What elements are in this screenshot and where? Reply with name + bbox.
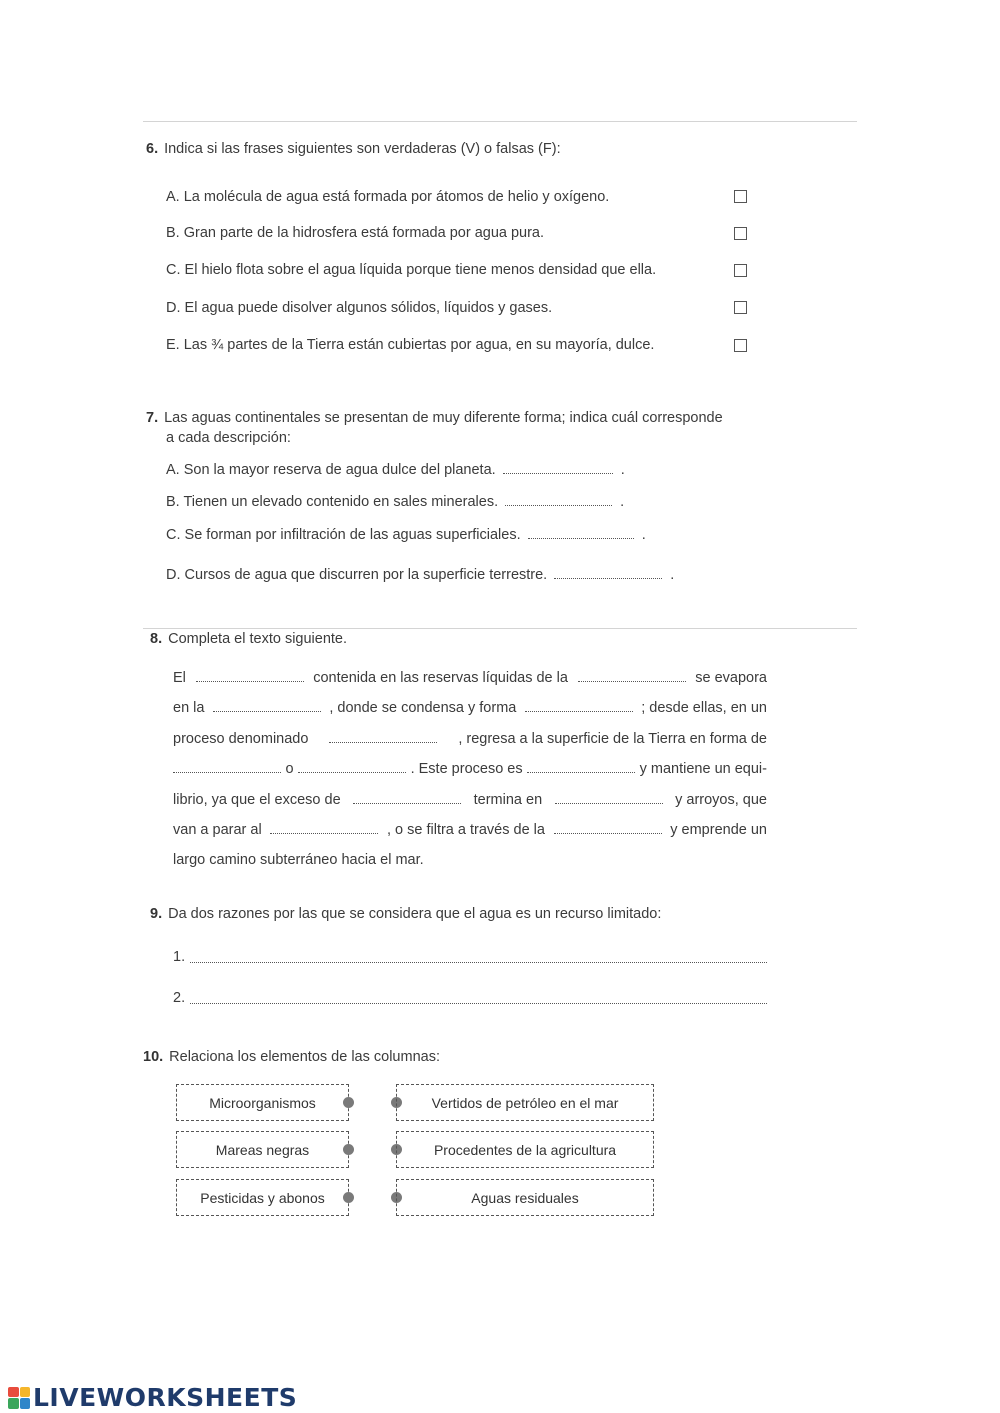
q7-item-c-text: C. Se forman por infiltración de las aguas superficiales.: [166, 527, 521, 543]
q7-prompt: [146, 410, 723, 426]
q6-checkbox-b[interactable]: [734, 227, 747, 240]
q6-checkbox-a[interactable]: [734, 190, 747, 203]
q8-l2-text-3: ; desde ellas, en un: [641, 700, 767, 716]
q6-prompt: [146, 141, 561, 157]
q10-left-item-1[interactable]: Microorganismos: [176, 1084, 349, 1121]
q8-l3-text-1: proceso denominado: [173, 731, 309, 747]
q10-left-item-2[interactable]: Mareas negras: [176, 1131, 349, 1168]
q6-item-b: B. Gran parte de la hidrosfera está formada por agua pura.: [166, 225, 545, 241]
q9-number: 9.: [150, 906, 163, 922]
q7-answer-b[interactable]: [505, 493, 612, 506]
q8-l5-text-1: librio, ya que el exceso de: [173, 792, 341, 808]
q8-l2-text-2: , donde se condensa y forma: [329, 700, 517, 716]
q10-left-connector-3[interactable]: [343, 1192, 354, 1203]
q7-item-c-end: .: [641, 527, 646, 543]
q8-blank-5[interactable]: [329, 731, 437, 743]
q8-l4-text-3: y mantiene un equi-: [639, 761, 767, 777]
q8-blank-2[interactable]: [578, 670, 686, 682]
q10-right-item-2[interactable]: Procedentes de la agricultura: [396, 1131, 654, 1168]
q8-number: 8.: [150, 631, 163, 647]
q7-item-d-text: D. Cursos de agua que discurren por la superficie terrestre.: [166, 567, 548, 583]
q8-l6-text-1: van a parar al: [173, 822, 262, 838]
q6-item-e: E. Las ¾ partes de la Tierra están cubiertas por agua, en su mayoría, dulce.: [166, 337, 655, 353]
q9-label-2: 2.: [173, 990, 186, 1006]
q8-blank-8[interactable]: [527, 761, 635, 773]
q8-l3-text-2: , regresa a la superficie de la Tierra en forma de: [458, 731, 767, 747]
q8-l4-text-2: . Este proceso es: [410, 761, 523, 777]
q6-item-a: A. La molécula de agua está formada por átomos de helio y oxígeno.: [166, 189, 610, 205]
q7-item-d: [166, 566, 674, 583]
q6-item-c: C. El hielo flota sobre el agua líquida porque tiene menos densidad que ella.: [166, 262, 657, 278]
q7-answer-c[interactable]: [528, 526, 634, 539]
q6-checkbox-d[interactable]: [734, 301, 747, 314]
logo-text: LIVEWORKSHEETS: [33, 1383, 298, 1412]
q7-item-b-text: B. Tienen un elevado contenido en sales minerales.: [166, 494, 499, 510]
q10-left-connector-2[interactable]: [343, 1144, 354, 1155]
q9-prompt-text: Da dos razones por las que se considera que el agua es un recurso limitado:: [168, 906, 662, 922]
q10-number: 10.: [143, 1049, 164, 1065]
q9-answer-2[interactable]: [190, 993, 767, 1004]
q8-prompt: [150, 631, 347, 647]
q7-prompt-line1: Las aguas continentales se presentan de muy diferente forma; indica cuál corresponde: [164, 410, 723, 426]
q10-left-connector-1[interactable]: [343, 1097, 354, 1108]
q8-divider: [143, 628, 857, 629]
q8-blank-1[interactable]: [196, 670, 304, 682]
q8-l1-text-1: El: [173, 670, 186, 686]
q8-line-2: [173, 700, 767, 716]
q6-prompt-text: Indica si las frases siguientes son verdaderas (V) o falsas (F):: [164, 141, 561, 157]
q8-line-7: largo camino subterráneo hacia el mar.: [173, 852, 424, 868]
q8-line-5: [173, 792, 767, 808]
q8-blank-11[interactable]: [270, 822, 378, 834]
q9-answer-1[interactable]: [190, 952, 767, 963]
q8-blank-6[interactable]: [173, 761, 281, 773]
q10-prompt: [143, 1049, 440, 1065]
liveworksheets-logo: [8, 1383, 297, 1412]
q7-item-b: [166, 493, 624, 510]
logo-grid-icon: [8, 1387, 30, 1409]
q8-blank-3[interactable]: [213, 700, 321, 712]
q7-answer-a[interactable]: [503, 461, 613, 474]
q10-prompt-text: Relaciona los elementos de las columnas:: [169, 1049, 440, 1065]
q8-l4-text-1: o: [285, 761, 294, 777]
q10-right-item-3[interactable]: Aguas residuales: [396, 1179, 654, 1216]
q6-checkbox-c[interactable]: [734, 264, 747, 277]
q8-blank-4[interactable]: [525, 700, 633, 712]
q10-right-item-1[interactable]: Vertidos de petróleo en el mar: [396, 1084, 654, 1121]
q8-blank-10[interactable]: [555, 792, 663, 804]
q8-l6-text-2: , o se filtra a través de la: [386, 822, 545, 838]
q7-item-a-end: .: [620, 462, 625, 478]
q6-item-d: D. El agua puede disolver algunos sólidos, líquidos y gases.: [166, 300, 553, 316]
q8-blank-7[interactable]: [298, 761, 406, 773]
q8-line-1: [173, 670, 767, 686]
q7-item-a: [166, 461, 625, 478]
q8-line-6: [173, 822, 767, 838]
q8-line-4: [173, 761, 767, 777]
q6-checkbox-e[interactable]: [734, 339, 747, 352]
q7-prompt-line2: a cada descripción:: [166, 430, 291, 446]
q8-blank-12[interactable]: [554, 822, 662, 834]
q9-label-1: 1.: [173, 949, 186, 965]
q10-left-item-3[interactable]: Pesticidas y abonos: [176, 1179, 349, 1216]
q7-item-a-text: A. Son la mayor reserva de agua dulce del planeta.: [166, 462, 496, 478]
q9-prompt: [150, 906, 661, 922]
q8-prompt-text: Completa el texto siguiente.: [168, 631, 348, 647]
q8-l5-text-3: y arroyos, que: [675, 792, 767, 808]
q8-l2-text-1: en la: [173, 700, 205, 716]
q7-item-d-end: .: [670, 567, 675, 583]
q8-line-3: [173, 731, 767, 747]
top-divider: [143, 121, 857, 122]
q8-l1-text-3: se evapora: [695, 670, 767, 686]
q6-number: 6.: [146, 141, 159, 157]
q7-item-b-end: .: [620, 494, 625, 510]
q8-l1-text-2: contenida en las reservas líquidas de la: [313, 670, 568, 686]
q8-blank-9[interactable]: [353, 792, 461, 804]
q7-item-c: [166, 526, 646, 543]
q8-l6-text-3: y emprende un: [670, 822, 767, 838]
q8-l5-text-2: termina en: [473, 792, 543, 808]
q7-number: 7.: [146, 410, 159, 426]
q7-answer-d[interactable]: [554, 566, 662, 579]
